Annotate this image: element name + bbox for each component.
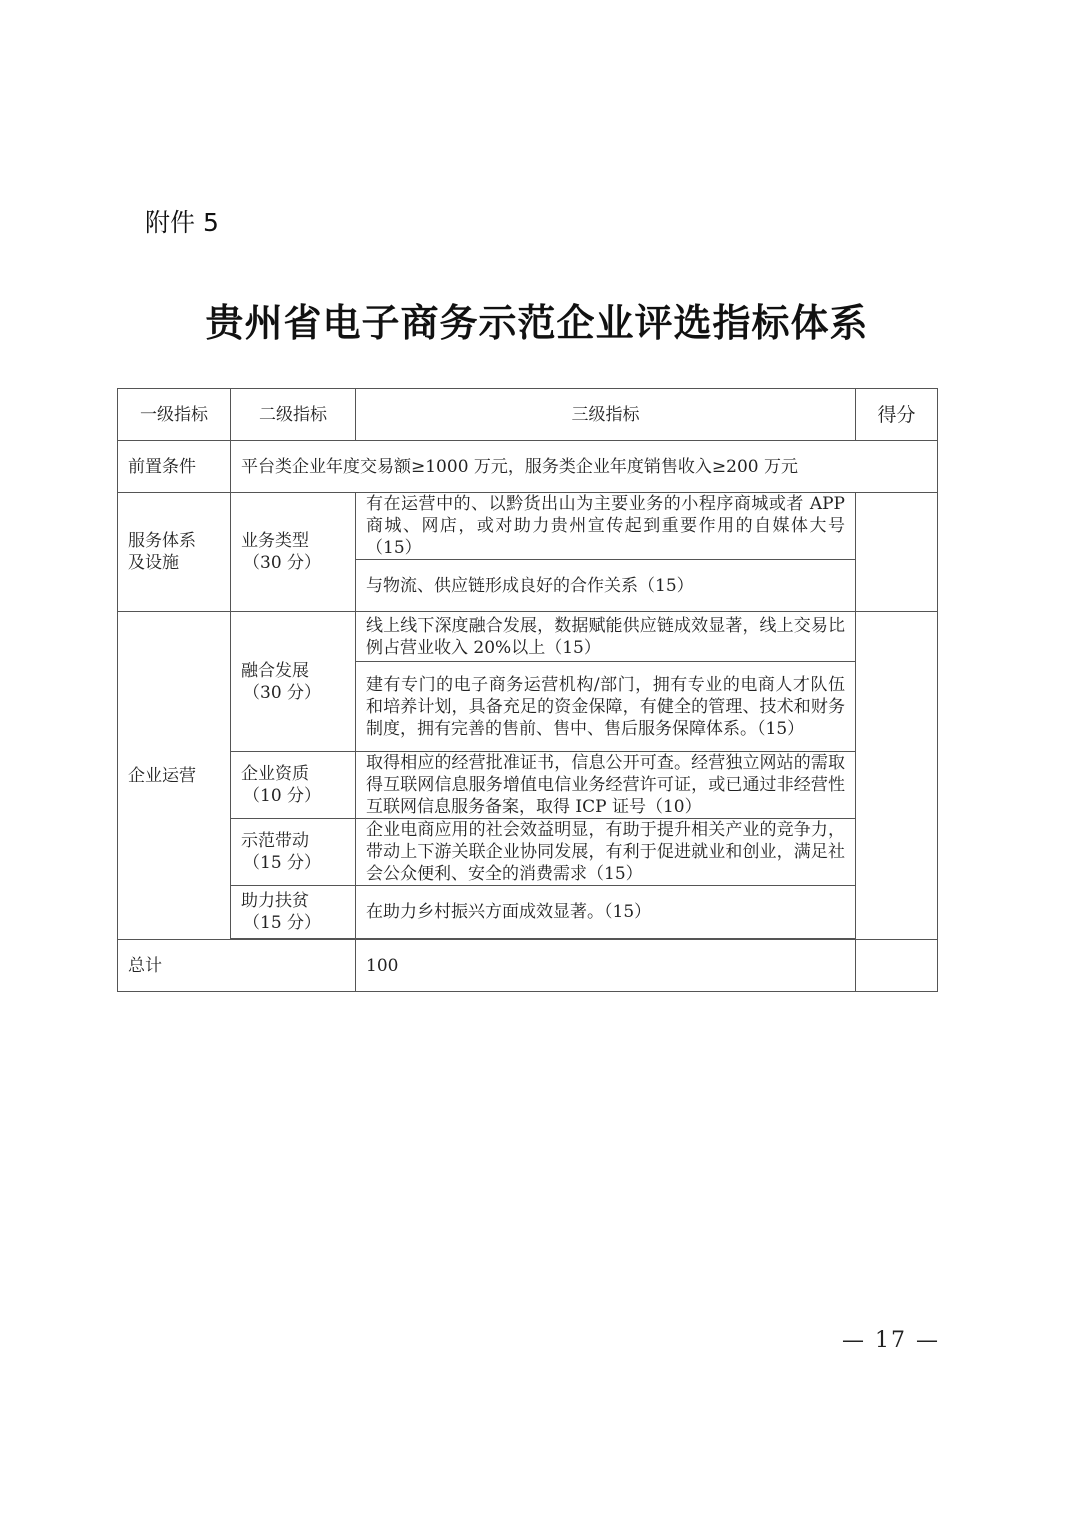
- precondition-label: 前置条件: [118, 441, 231, 493]
- table-row-demonstration: [118, 819, 938, 886]
- total-label: 总计: [118, 940, 356, 992]
- header-level1: 一级指标: [118, 389, 231, 441]
- table-row-integration-1: [118, 612, 938, 662]
- operation-level1: 企业运营: [118, 612, 231, 940]
- precondition-text: 平台类企业年度交易额≥1000 万元，服务类企业年度销售收入≥200 万元: [231, 441, 938, 493]
- table-row-total: [118, 940, 938, 992]
- score-cell: [856, 612, 938, 940]
- level2-name: 助力扶贫: [241, 891, 309, 911]
- level2-name: 示范带动: [241, 831, 309, 851]
- level2-name: 业务类型: [241, 531, 309, 551]
- poverty-level2: [231, 886, 356, 939]
- criteria-cell: 有在运营中的、以黔货出山为主要业务的小程序商城或者 APP 商城、网店，或对助力贵州宣传起到重要作用的自媒体大号（15）: [356, 493, 856, 560]
- table-row-service-1: [118, 493, 938, 560]
- page-number: — 17 —: [842, 1328, 940, 1353]
- header-level3: 三级指标: [356, 389, 856, 441]
- table-header-row: [118, 389, 938, 441]
- table-row-precondition: [118, 441, 938, 493]
- level2-name: 融合发展: [241, 660, 309, 681]
- header-level2: 二级指标: [231, 389, 356, 441]
- evaluation-index-table: [117, 388, 938, 992]
- level2-points: （30 分）: [243, 553, 322, 573]
- criteria-cell: 线上线下深度融合发展，数据赋能供应链成效显著，线上交易比例占营业收入 20%以上（15）: [356, 612, 856, 662]
- qualification-level2: [231, 752, 356, 819]
- total-value: 100: [356, 940, 856, 992]
- level2-points: （10 分）: [243, 786, 322, 806]
- criteria-cell: 企业电商应用的社会效益明显，有助于提升相关产业的竞争力，带动上下游关联企业协同发展，有利于促进就业和创业，满足社会公众便利、安全的消费需求（15）: [356, 819, 856, 886]
- total-score-cell: [856, 940, 938, 992]
- integration-level2: [231, 612, 356, 752]
- level2-name: 企业资质: [241, 764, 309, 784]
- header-score: 得分: [856, 389, 938, 441]
- attachment-label: 附件 5: [145, 208, 219, 237]
- score-cell: [856, 493, 938, 612]
- level2-points: （30 分）: [243, 682, 322, 703]
- document-title: 贵州省电子商务示范企业评选指标体系: [205, 300, 869, 345]
- table-row-poverty: [118, 886, 938, 939]
- demonstration-level2: [231, 819, 356, 886]
- service-level1-line2: 及设施: [128, 553, 179, 573]
- criteria-cell: 建有专门的电子商务运营机构/部门，拥有专业的电商人才队伍和培养计划，具备充足的资金保障，有健全的管理、技术和财务制度，拥有完善的售前、售中、售后服务保障体系。（15）: [356, 662, 856, 752]
- table-row-qualification: [118, 752, 938, 819]
- level2-points: （15 分）: [243, 913, 322, 933]
- service-level1-line1: 服务体系: [128, 531, 196, 551]
- criteria-cell: 在助力乡村振兴方面成效显著。（15）: [356, 886, 856, 939]
- criteria-cell: 取得相应的经营批准证书，信息公开可查。经营独立网站的需取得互联网信息服务增值电信业务经营许可证，或已通过非经营性互联网信息服务备案，取得 ICP 证号（10）: [356, 752, 856, 819]
- criteria-cell: 与物流、供应链形成良好的合作关系（15）: [356, 560, 856, 612]
- level2-points: （15 分）: [243, 853, 322, 873]
- service-level1: [118, 493, 231, 612]
- service-level2: [231, 493, 356, 612]
